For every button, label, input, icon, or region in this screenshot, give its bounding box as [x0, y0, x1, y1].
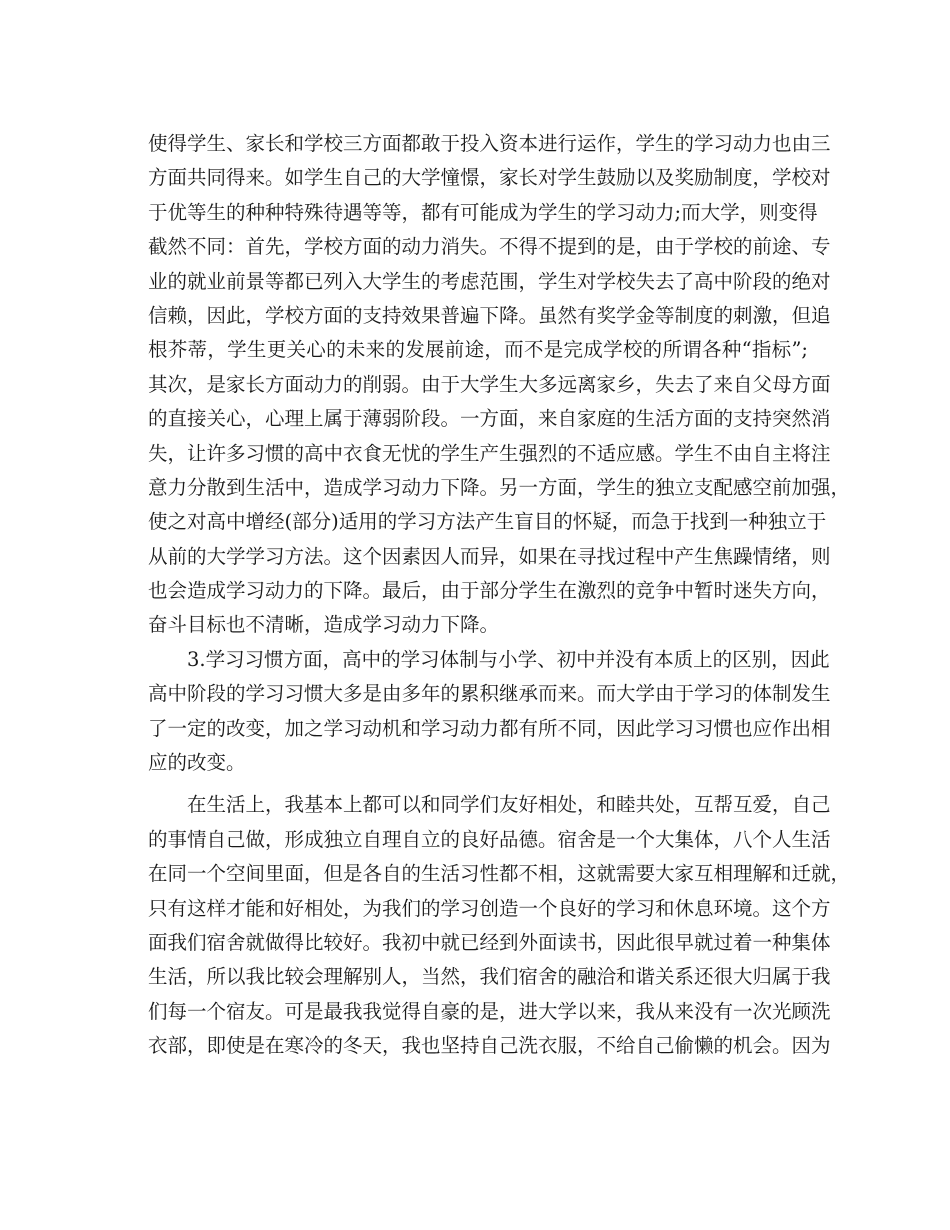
text-line: 方面共同得来。如学生自己的大学憧憬，家长对学生鼓励以及奖励制度，学校对 [148, 166, 831, 190]
text-line: 高中阶段的学习习惯大多是由多年的累积继承而来。而大学由于学习的体制发生 [148, 682, 831, 706]
text-line: 意力分散到生活中，造成学习动力下降。另一方面，学生的独立支配感空前加强， [148, 475, 851, 499]
text-line: 的直接关心，心理上属于薄弱阶段。一方面，来自家庭的生活方面的支持突然消 [148, 407, 831, 431]
text-line: 们每一个宿友。可是最我我觉得自豪的是，进大学以来，我从来没有一次光顾洗 [148, 999, 831, 1023]
text-line: 截然不同：首先，学校方面的动力消失。不得不提到的是，由于学校的前途、专 [148, 235, 831, 259]
paragraph-spacer [148, 780, 808, 788]
text-line: 信赖，因此，学校方面的支持效果普遍下降。虽然有奖学金等制度的刺激，但追 [148, 303, 831, 327]
text-line: 其次，是家长方面动力的削弱。由于大学生大多远离家乡，失去了来自父母方面 [148, 372, 831, 396]
text-line: 衣部，即使是在寒冷的冬天，我也坚持自己洗衣服，不给自己偷懒的机会。因为 [148, 1034, 831, 1058]
paragraph-3 [148, 788, 851, 1063]
text-line: 在生活上，我基本上都可以和同学们友好相处，和睦共处，互帮互爱，自己 [187, 793, 831, 817]
text-line: 使得学生、家长和学校三方面都敢于投入资本进行运作，学生的学习动力也由三 [148, 132, 831, 155]
text-line: 失，让许多习惯的高中衣食无忧的学生产生强烈的不适应感。学生不由自主将注 [148, 441, 831, 465]
paragraph-1 [148, 127, 851, 643]
text-line: 生活，所以我比较会理解别人，当然，我们宿舍的融洽和谐关系还很大归属于我 [148, 965, 831, 989]
text-line: 的事情自己做，形成独立自理自立的良好品德。宿舍是一个大集体，八个人生活 [148, 827, 831, 851]
text-line: 只有这样才能和好相处，为我们的学习创造一个良好的学习和休息环境。这个方 [148, 896, 831, 920]
text-line: 于优等生的种种特殊待遇等等，都有可能成为学生的学习动力;而大学，则变得 [148, 200, 818, 224]
text-line: 3.学习习惯方面，高中的学习体制与小学、初中并没有本质上的区别，因此 [187, 647, 830, 671]
text-line: 从前的大学学习方法。这个因素因人而异，如果在寻找过程中产生焦躁情绪，则 [148, 544, 831, 568]
text-line: 应的改变。 [148, 751, 246, 775]
text-line: 也会造成学习动力的下降。最后，由于部分学生在激烈的竞争中暂时迷失方向， [148, 579, 831, 603]
text-line: 面我们宿舍就做得比较好。我初中就已经到外面读书，因此很早就过着一种集体 [148, 930, 831, 954]
text-line: 在同一个空间里面，但是各自的生活习性都不相，这就需要大家互相理解和迁就， [148, 862, 851, 886]
document-body [148, 127, 851, 1064]
text-line: 业的就业前景等都已列入大学生的考虑范围，学生对学校失去了高中阶段的绝对 [148, 269, 831, 293]
text-line: 根芥蒂，学生更关心的未来的发展前途，而不是完成学校的所谓各种“指标”; [148, 338, 808, 362]
paragraph-2 [148, 643, 831, 781]
text-line: 了一定的改变，加之学习动机和学习动力都有所不同，因此学习习惯也应作出相 [148, 716, 831, 740]
text-line: 使之对高中增经(部分)适用的学习方法产生盲目的怀疑，而急于找到一种独立于 [148, 510, 827, 534]
text-line: 奋斗目标也不清晰，造成学习动力下降。 [148, 613, 500, 637]
